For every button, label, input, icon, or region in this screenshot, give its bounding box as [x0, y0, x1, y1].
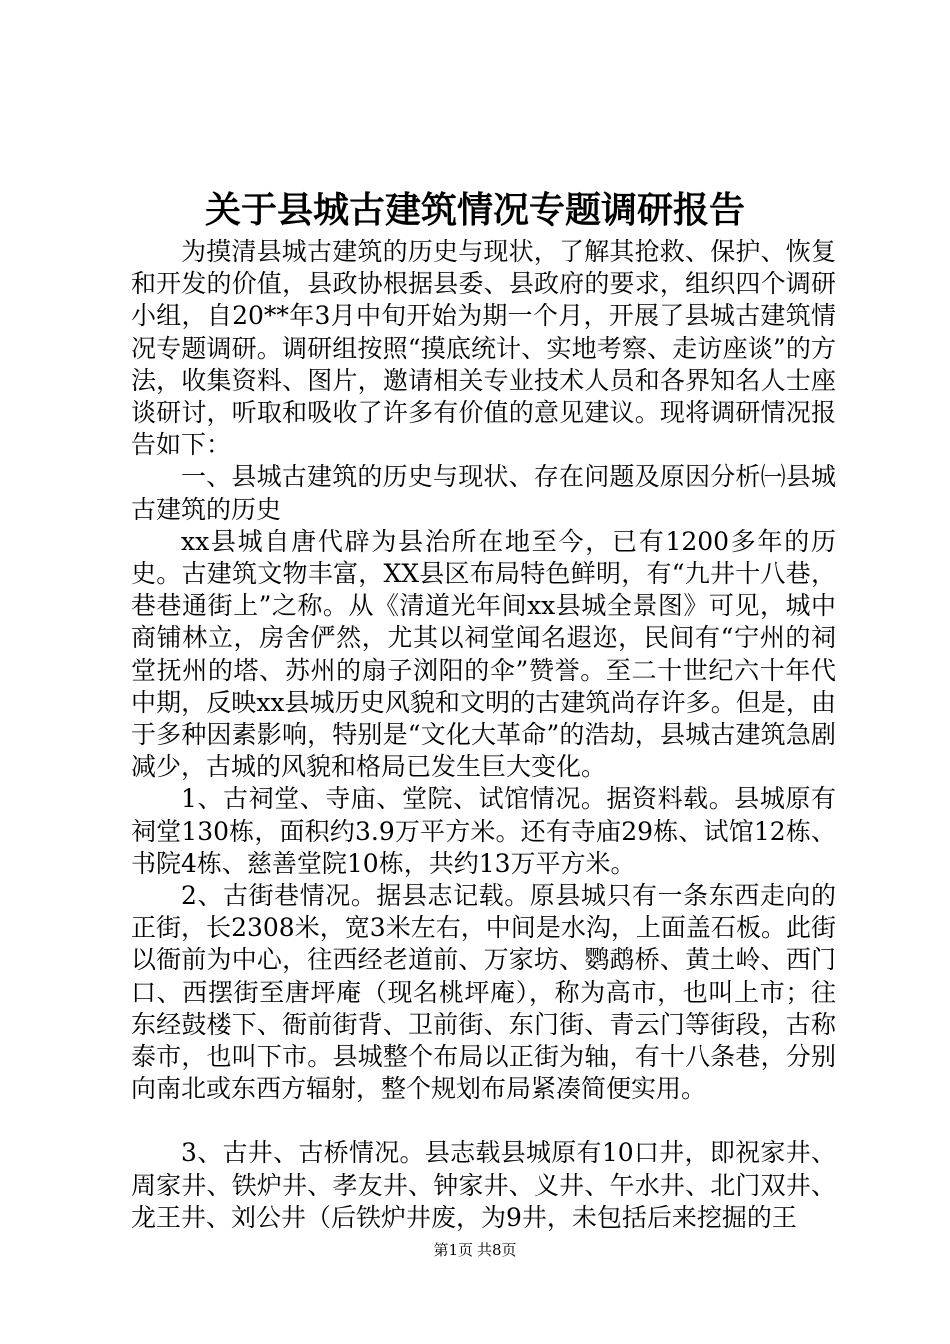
page-footer	[0, 1240, 950, 1260]
document-title: 关于县城古建筑情况专题调研报告	[204, 189, 745, 231]
paragraph-wells-bridges: 3、古井、古桥情况。县志载县城原有10口井，即祝家井、周家井、铁炉井、孝友井、钟家井、义井、午水井、北门双井、龙王井、刘公井（后铁炉井废，为9井，未包括后来挖掘的王	[131, 1138, 836, 1232]
paragraph-streets: 2、古街巷情况。据县志记载。原县城只有一条东西走向的正街，长2308米，宽3米左右，中间是水沟，上面盖石板。此街以衙前为中心，往西经老道前、万家坊、鹦鹉桥、黄土岭、西门口、西摆街至唐坪庵（现名桃坪庵），称为高市，也叫上市；往东经鼓楼下、衙前街背、卫前街、东门街、青云门等街段，古称泰市，也叫下市。县城整个布局以正街为轴，有十八条巷，分别向南北或东西方辐射，整个规划布局紧凑简便实用。	[131, 881, 836, 1104]
paragraph-ancestral-halls: 1、古祠堂、寺庙、堂院、试馆情况。据资料载。县城原有祠堂130栋，面积约3.9万平方米。还有寺庙29栋、试馆12栋、书院4栋、慈善堂院10栋，共约13万平方米。	[131, 784, 836, 878]
document-body	[131, 236, 836, 1234]
paragraph-history: xx县城自唐代辟为县治所在地至今，已有1200多年的历史。古建筑文物丰富，XX县区布局特色鲜明，有“九井十八巷，巷巷通街上”之称。从《清道光年间xx县城全景图》可见，城中商铺林立，房舍俨然，尤其以祠堂闻名遐迩，民间有“宁州的祠堂抚州的塔、苏州的扇子浏阳的伞”赞誉。至二十世纪六十年代中期，反映xx县城历史风貌和文明的古建筑尚存许多。但是，由于多种因素影响，特别是“文化大革命”的浩劫，县城古建筑急剧减少，古城的风貌和格局已发生巨大变化。	[131, 526, 836, 782]
paragraph-section-heading: 一、县城古建筑的历史与现状、存在问题及原因分析㈠县城古建筑的历史	[131, 462, 836, 524]
paragraph-intro: 为摸清县城古建筑的历史与现状，了解其抢救、保护、恢复和开发的价值，县政协根据县委、县政府的要求，组织四个调研小组，自20**年3月中旬开始为期一个月，开展了县城古建筑情况专题调研。调研组按照“摸底统计、实地考察、走访座谈”的方法，收集资料、图片，邀请相关专业技术人员和各界知名人士座谈研讨，听取和吸收了许多有价值的意见建议。现将调研情况报告如下：	[131, 237, 836, 460]
page-number: 第1页	[433, 1241, 473, 1259]
page-total: 共8页	[477, 1241, 517, 1259]
